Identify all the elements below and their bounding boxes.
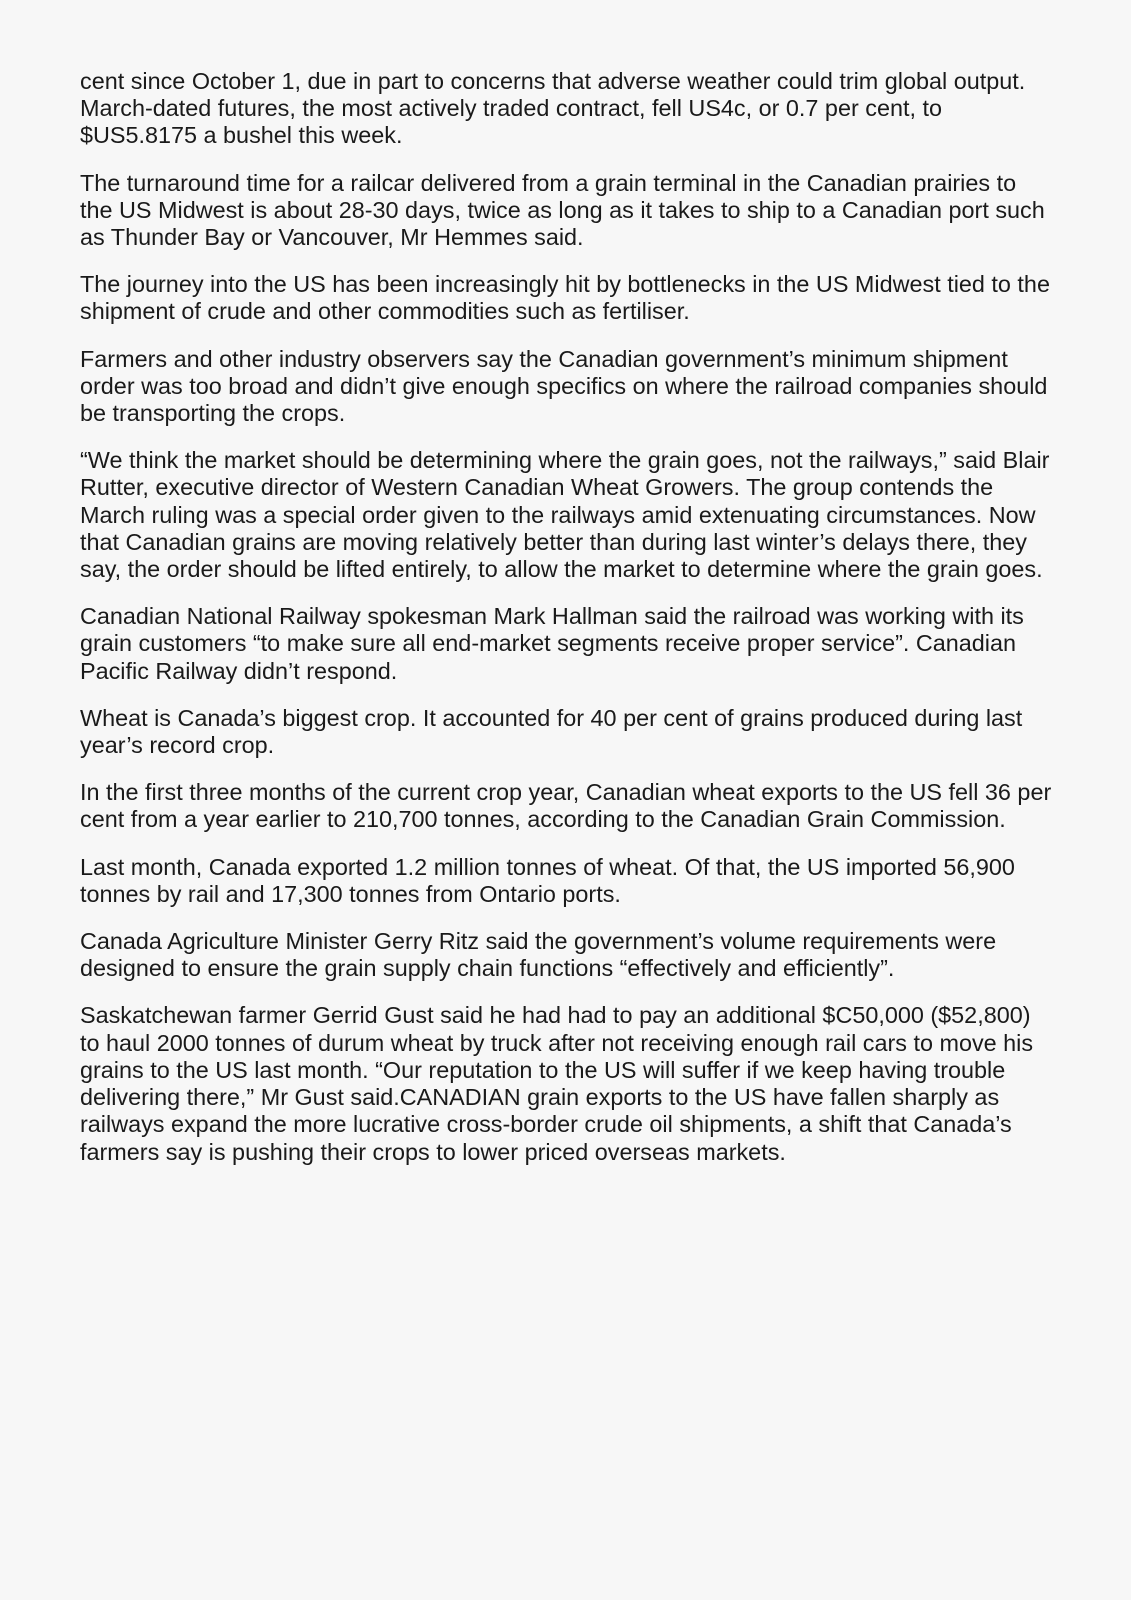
paragraph-turnaround: The turnaround time for a railcar delivered from a grain terminal in the Canadian prairies to the US Midwest is about 28-30 days, twice as long as it takes to ship to a Canadian port such as Thunder Bay or Vancouver, Mr Hemmes said. xyxy=(80,169,1045,251)
paragraph-futures: cent since October 1, due in part to concerns that adverse weather could trim global output. March-dated futures, the most actively traded contract, fell US4c, or 0.7 per cent, to $US5.8175 a bushel this week. xyxy=(80,68,1026,149)
paragraph-cn-railway: Canadian National Railway spokesman Mark Hallman said the railroad was working with its grain customers “to make sure all end-market segments receive proper service”. Canadian Pacific Railway didn’t respond. xyxy=(80,603,1024,684)
article-body xyxy=(80,68,1055,1186)
paragraph-minister: Canada Agriculture Minister Gerry Ritz said the government’s volume requirements were designed to ensure the grain supply chain functions “effectively and efficiently”. xyxy=(80,928,997,982)
paragraph-bottlenecks: The journey into the US has been increasingly hit by bottlenecks in the US Midwest tied to the shipment of crude and other commodities such as fertiliser. xyxy=(80,271,1050,325)
paragraph-last-month: Last month, Canada exported 1.2 million tonnes of wheat. Of that, the US imported 56,900 tonnes by rail and 17,300 tonnes from Ontario ports. xyxy=(80,853,1015,907)
paragraph-observers: Farmers and other industry observers say the Canadian government’s minimum shipment order was too broad and didn’t give enough specifics on where the railroad companies should be transporting the crops. xyxy=(80,345,1048,427)
paragraph-rutter-quote: “We think the market should be determining where the grain goes, not the railways,” said Blair Rutter, executive director of Western Canadian Wheat Growers. The group contends the March ruling was a special order given to the railways amid extenuating circumstances. Now that Canadian grains are moving relatively better than during last winter’s delays there, they say, the order should be lifted entirely, to allow the market to determine where the grain goes. xyxy=(80,447,1050,583)
paragraph-gust: Saskatchewan farmer Gerrid Gust said he had had to pay an additional $C50,000 ($52,800) to haul 2000 tonnes of durum wheat by truck after not receiving enough rail cars to move his grains to the US last month. “Our reputation to the US will suffer if we keep having trouble delivering there,” Mr Gust said.CANADIAN grain exports to the US have fallen sharply as railways expand the more lucrative cross-border crude oil shipments, a shift that Canada’s farmers say is pushing their crops to lower priced overseas markets. xyxy=(80,1002,1034,1165)
paragraph-wheat-crop: Wheat is Canada’s biggest crop. It accounted for 40 per cent of grains produced during last year’s record crop. xyxy=(80,704,1023,759)
paragraph-exports-fell: In the first three months of the current crop year, Canadian wheat exports to the US fell 36 per cent from a year earlier to 210,700 tonnes, according to the Canadian Grain Commission. xyxy=(80,779,1052,833)
